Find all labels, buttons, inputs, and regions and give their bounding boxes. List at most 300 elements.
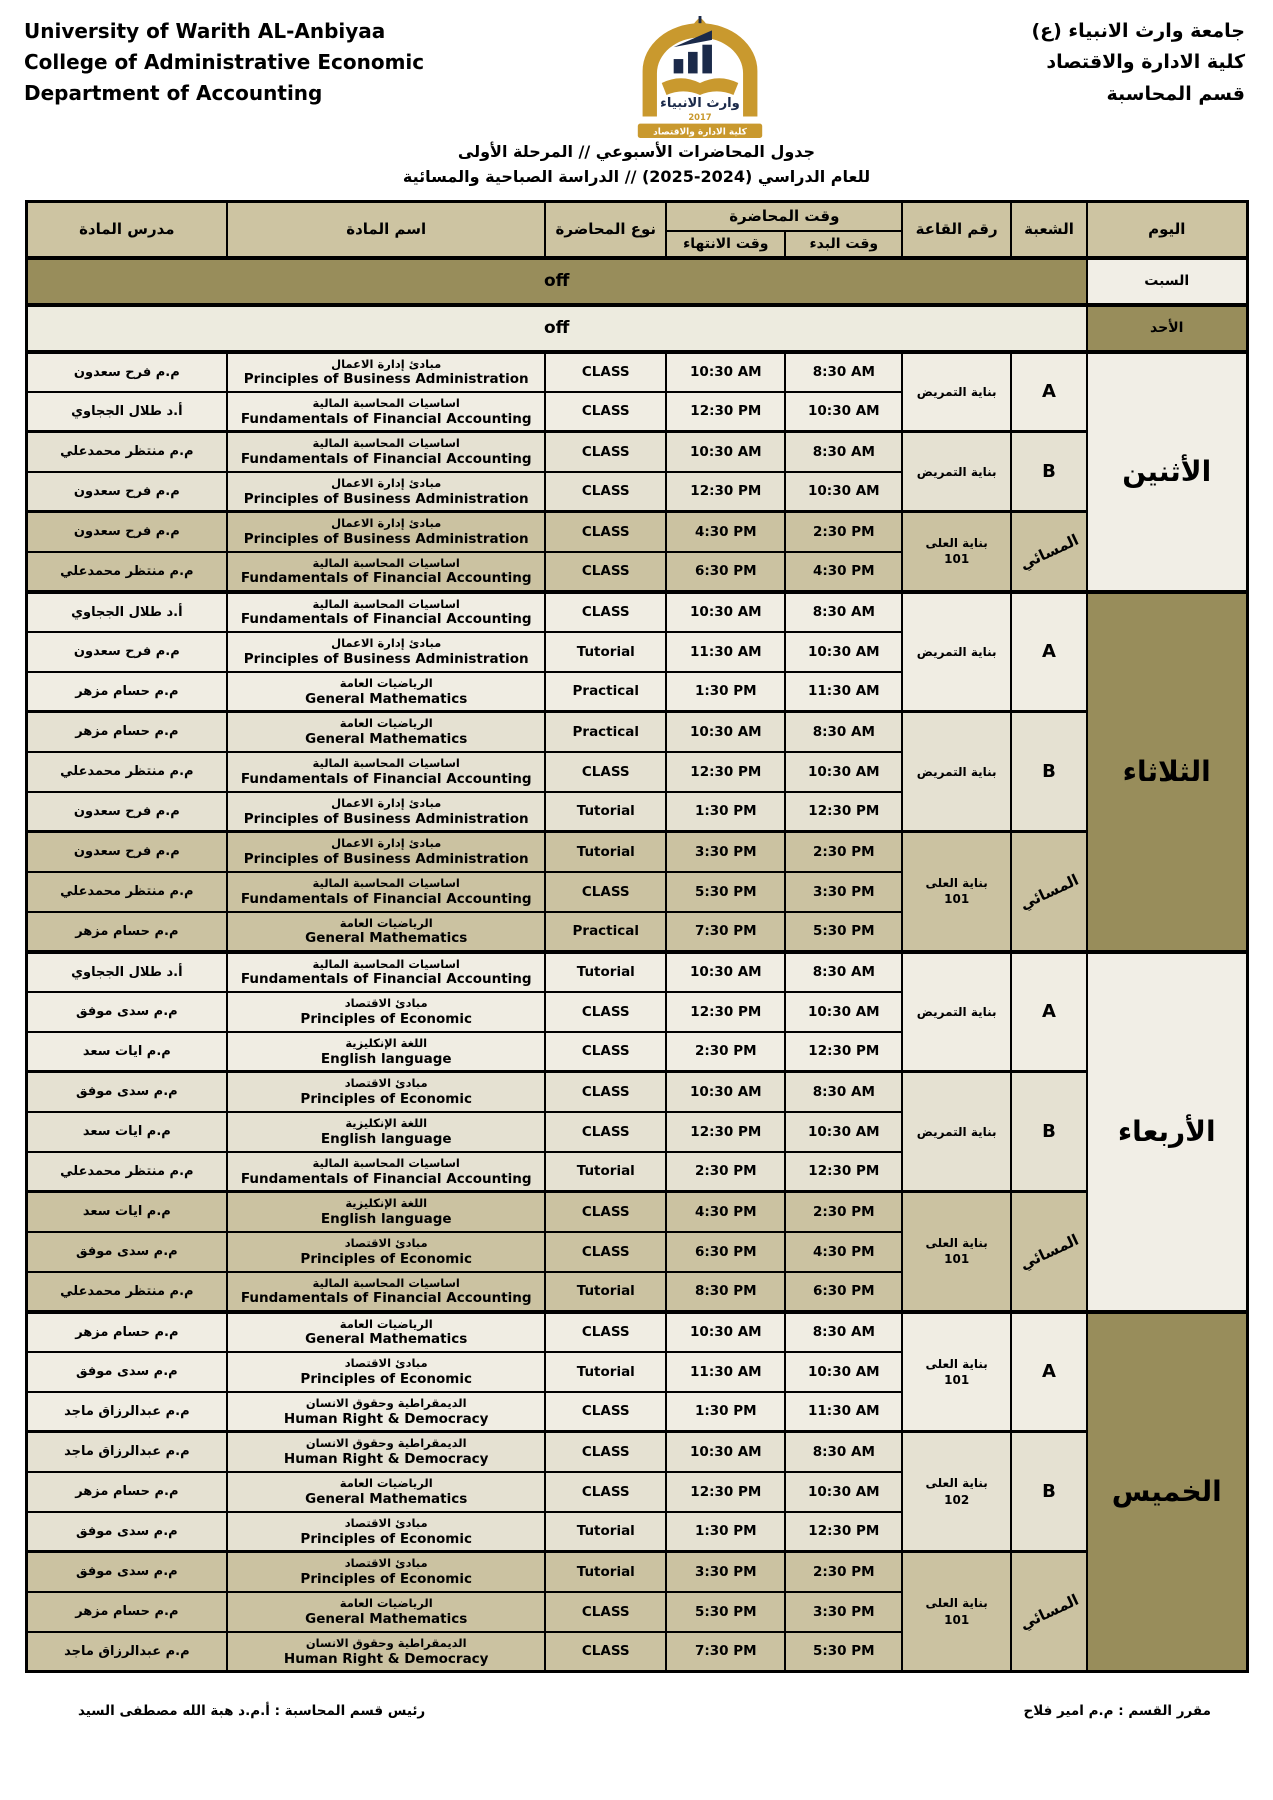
subject-name-english: Principles of Business Administration [243, 810, 529, 827]
section-label: المسائي [1016, 530, 1082, 574]
end-time-cell: 8:30 PM [666, 1272, 785, 1312]
subject-cell [227, 912, 545, 952]
subject-cell [227, 832, 545, 872]
teacher-cell: م.م عبدالرزاق ماجد [26, 1432, 227, 1472]
subject-cell [227, 592, 545, 632]
subject-cell [227, 1312, 545, 1352]
room-number: 101 [944, 1252, 970, 1267]
subject-cell [227, 792, 545, 832]
subject-name-english: Principles of Economic [300, 1250, 472, 1267]
teacher-cell: م.م فرح سعدون [26, 832, 227, 872]
subject-name-english: Fundamentals of Financial Accounting [240, 410, 532, 427]
subject-name-arabic: اساسيات المحاسبة المالية [312, 1275, 460, 1290]
schedule-row [26, 512, 1247, 552]
subject-cell [227, 352, 545, 392]
subject-name-arabic: مبادئ الاقتصاد [344, 1515, 428, 1530]
timetable-body [26, 258, 1247, 1672]
end-time-cell: 10:30 AM [666, 1312, 785, 1352]
room-number: 101 [944, 1372, 970, 1387]
teacher-cell: م.م حسام مزهر [26, 1312, 227, 1352]
subject-name-arabic: اساسيات المحاسبة المالية [312, 876, 460, 891]
end-time-cell: 10:30 AM [666, 712, 785, 752]
subject-cell [227, 1192, 545, 1232]
end-time-cell: 10:30 AM [666, 952, 785, 992]
weekly-timetable [25, 200, 1249, 1674]
subject-name-arabic: الرياضيات العامة [339, 675, 433, 690]
lecture-type-cell: Tutorial [545, 1272, 666, 1312]
subject-name-arabic: مبادئ إدارة الاعمال [331, 516, 442, 531]
subject-name-arabic: مبادئ الاقتصاد [344, 1356, 428, 1371]
section-label: المسائي [1016, 1230, 1082, 1274]
end-time-cell: 7:30 PM [666, 1632, 785, 1672]
subject-cell [227, 1032, 545, 1072]
lecture-type-cell: Practical [545, 712, 666, 752]
end-time-cell: 1:30 PM [666, 1392, 785, 1432]
timetable-header [26, 201, 1247, 258]
subject-cell [227, 872, 545, 912]
subject-name-arabic: الرياضيات العامة [339, 915, 433, 930]
end-time-cell: 12:30 PM [666, 752, 785, 792]
start-time-cell: 8:30 AM [785, 1072, 902, 1112]
subject-cell [227, 1592, 545, 1632]
teacher-cell: م.م منتظر محمدعلي [26, 872, 227, 912]
teacher-cell: م.م سدى موفق [26, 1232, 227, 1272]
end-time-cell: 11:30 AM [666, 1352, 785, 1392]
room-number: 102 [944, 1492, 970, 1507]
subject-name-arabic: اساسيات المحاسبة المالية [312, 436, 460, 451]
subject-name-english: General Mathematics [305, 930, 468, 947]
subject-name-arabic: مبادئ الاقتصاد [344, 1236, 428, 1251]
schedule-row [26, 1552, 1247, 1592]
off-cell: off [26, 258, 1087, 305]
subject-cell [227, 992, 545, 1032]
subject-name-arabic: الرياضيات العامة [339, 1316, 433, 1331]
subject-cell [227, 512, 545, 552]
teacher-cell: م.م فرح سعدون [26, 792, 227, 832]
start-time-cell: 10:30 AM [785, 632, 902, 672]
room-cell [902, 352, 1011, 432]
teacher-cell: أ.د طلال الججاوي [26, 392, 227, 432]
end-time-cell: 12:30 PM [666, 392, 785, 432]
section-cell [1011, 1312, 1087, 1432]
off-day-row [26, 258, 1247, 305]
room-cell [902, 592, 1011, 712]
header-lecture-time: وقت المحاضرة [666, 201, 902, 231]
section-label: A [1042, 1001, 1056, 1023]
start-time-cell: 8:30 AM [785, 592, 902, 632]
day-cell: الخميس [1087, 1312, 1247, 1672]
room-cell [902, 1312, 1011, 1432]
header-end-time: وقت الانتهاء [666, 231, 785, 258]
subject-name-english: Fundamentals of Financial Accounting [240, 451, 532, 468]
start-time-cell: 12:30 PM [785, 1512, 902, 1552]
lecture-type-cell: Practical [545, 912, 666, 952]
subject-name-arabic: الديمقراطية وحقوق الانسان [305, 1395, 467, 1410]
off-day-row [26, 305, 1247, 352]
lecture-type-cell: Tutorial [545, 1352, 666, 1392]
subject-name-english: Fundamentals of Financial Accounting [240, 1290, 532, 1307]
subject-name-arabic: اساسيات المحاسبة المالية [312, 756, 460, 771]
start-time-cell: 4:30 PM [785, 552, 902, 592]
lecture-type-cell: CLASS [545, 352, 666, 392]
day-cell: الأحد [1087, 305, 1247, 352]
section-cell [1011, 1432, 1087, 1552]
subject-name-english: Fundamentals of Financial Accounting [240, 890, 532, 907]
lecture-type-cell: CLASS [545, 1472, 666, 1512]
subject-name-english: Fundamentals of Financial Accounting [240, 770, 532, 787]
subject-name-arabic: الرياضيات العامة [339, 716, 433, 731]
teacher-cell: م.م سدى موفق [26, 1072, 227, 1112]
end-time-cell: 10:30 AM [666, 1432, 785, 1472]
room-name: بناية العلى [925, 1476, 988, 1491]
end-time-cell: 6:30 PM [666, 552, 785, 592]
subject-name-english: Fundamentals of Financial Accounting [240, 570, 532, 587]
teacher-cell: م.م ايات سعد [26, 1112, 227, 1152]
end-time-cell: 12:30 PM [666, 472, 785, 512]
subject-cell [227, 432, 545, 472]
start-time-cell: 2:30 PM [785, 1192, 902, 1232]
header-day: اليوم [1087, 201, 1247, 258]
start-time-cell: 8:30 AM [785, 432, 902, 472]
subject-name-english: Principles of Business Administration [243, 650, 529, 667]
lecture-type-cell: Tutorial [545, 1552, 666, 1592]
schedule-title-line1: جدول المحاضرات الأسبوعي // المرحلة الأولى [457, 142, 816, 161]
teacher-cell: م.م حسام مزهر [26, 1592, 227, 1632]
end-time-cell: 5:30 PM [666, 872, 785, 912]
subject-name-english: English language [320, 1130, 452, 1147]
end-time-cell: 1:30 PM [666, 1512, 785, 1552]
section-cell [1011, 512, 1087, 592]
header-subject: اسم المادة [227, 201, 545, 258]
section-cell [1011, 1552, 1087, 1672]
header-teacher: مدرس المادة [26, 201, 227, 258]
start-time-cell: 6:30 PM [785, 1272, 902, 1312]
subject-name-english: English language [320, 1050, 452, 1067]
teacher-cell: م.م منتظر محمدعلي [26, 1152, 227, 1192]
schedule-row [26, 1312, 1247, 1352]
section-label: B [1042, 461, 1056, 483]
header-lecture-type: نوع المحاضرة [545, 201, 666, 258]
subject-name-english: Principles of Business Administration [243, 490, 529, 507]
start-time-cell: 3:30 PM [785, 872, 902, 912]
section-label: A [1042, 381, 1056, 403]
subject-cell [227, 552, 545, 592]
university-logo-icon [625, 16, 775, 138]
subject-cell [227, 1392, 545, 1432]
subject-name-english: Fundamentals of Financial Accounting [240, 1170, 532, 1187]
teacher-cell: أ.د طلال الججاوي [26, 952, 227, 992]
university-name-en-line: University of Warith AL-Anbiyaa [24, 19, 386, 43]
room-name: بناية التمريض [916, 1124, 997, 1139]
lecture-type-cell: CLASS [545, 1312, 666, 1352]
subject-name-arabic: الديمقراطية وحقوق الانسان [305, 1635, 467, 1650]
teacher-cell: م.م منتظر محمدعلي [26, 752, 227, 792]
lecture-type-cell: CLASS [545, 392, 666, 432]
section-label: A [1042, 641, 1056, 663]
room-number: 101 [944, 892, 970, 907]
start-time-cell: 10:30 AM [785, 1112, 902, 1152]
room-name: بناية العلى [925, 1596, 988, 1611]
subject-name-arabic: مبادئ إدارة الاعمال [331, 795, 442, 810]
lecture-type-cell: CLASS [545, 1392, 666, 1432]
start-time-cell: 5:30 PM [785, 912, 902, 952]
teacher-cell: م.م منتظر محمدعلي [26, 552, 227, 592]
lecture-type-cell: CLASS [545, 552, 666, 592]
teacher-cell: م.م حسام مزهر [26, 672, 227, 712]
subject-cell [227, 1272, 545, 1312]
section-cell [1011, 1072, 1087, 1192]
section-cell [1011, 352, 1087, 432]
end-time-cell: 3:30 PM [666, 832, 785, 872]
day-cell: الأثنين [1087, 352, 1247, 592]
subject-name-english: General Mathematics [305, 1331, 468, 1348]
subject-name-arabic: اساسيات المحاسبة المالية [312, 1155, 460, 1170]
header-start-time: وقت البدء [785, 231, 902, 258]
university-name-english [24, 16, 454, 109]
teacher-cell: م.م عبدالرزاق ماجد [26, 1632, 227, 1672]
schedule-row [26, 1192, 1247, 1232]
subject-name-english: General Mathematics [305, 731, 468, 748]
schedule-row [26, 832, 1247, 872]
lecture-type-cell: CLASS [545, 592, 666, 632]
room-cell [902, 1432, 1011, 1552]
start-time-cell: 10:30 AM [785, 472, 902, 512]
section-label: B [1042, 1481, 1056, 1503]
department-head: رئيس قسم المحاسبة : أ.م.د هبة الله مصطفى السيد [78, 1703, 426, 1720]
schedule-row [26, 592, 1247, 632]
schedule-title [0, 140, 1273, 190]
subject-cell [227, 1152, 545, 1192]
lecture-type-cell: Tutorial [545, 1152, 666, 1192]
subject-name-english: Human Right & Democracy [283, 1650, 489, 1667]
start-time-cell: 2:30 PM [785, 1552, 902, 1592]
end-time-cell: 7:30 PM [666, 912, 785, 952]
subject-name-arabic: الرياضيات العامة [339, 1476, 433, 1491]
lecture-type-cell: CLASS [545, 1072, 666, 1112]
room-cell [902, 1552, 1011, 1672]
subject-name-english: Principles of Economic [300, 1370, 472, 1387]
schedule-row [26, 1432, 1247, 1472]
subject-name-english: Principles of Business Administration [243, 371, 529, 388]
subject-name-arabic: اللغة الإنكليزية [345, 1196, 428, 1211]
end-time-cell: 5:30 PM [666, 1592, 785, 1632]
teacher-cell: م.م حسام مزهر [26, 712, 227, 752]
start-time-cell: 11:30 AM [785, 1392, 902, 1432]
subject-name-english: Principles of Economic [300, 1530, 472, 1547]
header-room: رقم القاعة [902, 201, 1011, 258]
room-name: بناية التمريض [916, 764, 997, 779]
subject-name-english: Human Right & Democracy [283, 1451, 489, 1468]
lecture-type-cell: CLASS [545, 992, 666, 1032]
end-time-cell: 10:30 AM [666, 352, 785, 392]
room-number: 101 [944, 1612, 970, 1627]
end-time-cell: 12:30 PM [666, 1472, 785, 1512]
subject-name-arabic: مبادئ إدارة الاعمال [331, 836, 442, 851]
subject-name-english: Principles of Business Administration [243, 851, 529, 868]
section-cell [1011, 432, 1087, 512]
schedule-title-line2: للعام الدراسي (2024-2025) // الدراسة الصباحية والمسائية [402, 166, 871, 186]
room-cell [902, 1072, 1011, 1192]
start-time-cell: 11:30 AM [785, 672, 902, 712]
lecture-type-cell: Tutorial [545, 1512, 666, 1552]
logo-name-arabic: وارث الانبياء [659, 95, 740, 111]
subject-name-arabic: اللغة الإنكليزية [345, 1116, 428, 1131]
teacher-cell: م.م سدى موفق [26, 1352, 227, 1392]
schedule-row [26, 952, 1247, 992]
section-cell [1011, 712, 1087, 832]
start-time-cell: 8:30 AM [785, 1432, 902, 1472]
off-cell: off [26, 305, 1087, 352]
room-number: 101 [944, 552, 970, 567]
end-time-cell: 2:30 PM [666, 1032, 785, 1072]
teacher-cell: م.م ايات سعد [26, 1192, 227, 1232]
teacher-cell: م.م منتظر محمدعلي [26, 432, 227, 472]
subject-name-english: English language [320, 1211, 452, 1228]
room-cell [902, 1192, 1011, 1312]
subject-cell [227, 1432, 545, 1472]
subject-name-english: Principles of Business Administration [243, 531, 529, 548]
subject-name-arabic: مبادئ إدارة الاعمال [331, 356, 442, 371]
room-name: بناية العلى [925, 1236, 988, 1251]
start-time-cell: 5:30 PM [785, 1632, 902, 1672]
subject-cell [227, 632, 545, 672]
page-footer [0, 1703, 1273, 1719]
subject-cell [227, 1352, 545, 1392]
subject-cell [227, 952, 545, 992]
section-label: B [1042, 761, 1056, 783]
end-time-cell: 1:30 PM [666, 672, 785, 712]
department-name-ar-line: قسم المحاسبة [1106, 82, 1245, 105]
room-cell [902, 712, 1011, 832]
section-cell [1011, 1192, 1087, 1312]
room-cell [902, 952, 1011, 1072]
lecture-type-cell: Tutorial [545, 792, 666, 832]
teacher-cell: م.م عبدالرزاق ماجد [26, 1392, 227, 1432]
teacher-cell: م.م سدى موفق [26, 1552, 227, 1592]
subject-cell [227, 392, 545, 432]
section-label: المسائي [1016, 870, 1082, 914]
lecture-type-cell: CLASS [545, 432, 666, 472]
lecture-type-cell: Tutorial [545, 632, 666, 672]
teacher-cell: أ.د طلال الججاوي [26, 592, 227, 632]
teacher-cell: م.م منتظر محمدعلي [26, 1272, 227, 1312]
start-time-cell: 2:30 PM [785, 832, 902, 872]
subject-name-english: General Mathematics [305, 1610, 468, 1627]
subject-cell [227, 472, 545, 512]
schedule-row [26, 352, 1247, 392]
end-time-cell: 4:30 PM [666, 1192, 785, 1232]
subject-cell [227, 752, 545, 792]
section-cell [1011, 592, 1087, 712]
subject-cell [227, 1472, 545, 1512]
room-cell [902, 512, 1011, 592]
subject-name-english: General Mathematics [305, 1490, 468, 1507]
university-name-ar-line: جامعة وارث الانبياء (ع) [1031, 20, 1245, 42]
end-time-cell: 10:30 AM [666, 1072, 785, 1112]
subject-cell [227, 1632, 545, 1672]
subject-name-arabic: اساسيات المحاسبة المالية [312, 956, 460, 971]
end-time-cell: 4:30 PM [666, 512, 785, 552]
section-label: A [1042, 1361, 1056, 1383]
room-name: بناية العلى [925, 536, 988, 551]
subject-cell [227, 712, 545, 752]
lecture-type-cell: CLASS [545, 1032, 666, 1072]
start-time-cell: 3:30 PM [785, 1592, 902, 1632]
day-cell: الأربعاء [1087, 952, 1247, 1312]
teacher-cell: م.م سدى موفق [26, 992, 227, 1032]
end-time-cell: 2:30 PM [666, 1152, 785, 1192]
page-header [0, 0, 1273, 138]
room-name: بناية العلى [925, 1356, 988, 1371]
subject-name-arabic: مبادئ الاقتصاد [344, 1556, 428, 1571]
lecture-type-cell: CLASS [545, 472, 666, 512]
lecture-type-cell: CLASS [545, 872, 666, 912]
department-coordinator: مقرر القسم : م.م امير فلاح [1023, 1703, 1211, 1720]
day-cell: الثلاثاء [1087, 592, 1247, 952]
lecture-type-cell: CLASS [545, 1192, 666, 1232]
start-time-cell: 10:30 AM [785, 1352, 902, 1392]
logo-container [605, 16, 795, 138]
college-name-en-line: College of Administrative Economic [24, 50, 425, 74]
subject-name-english: Principles of Economic [300, 1571, 472, 1588]
end-time-cell: 11:30 AM [666, 632, 785, 672]
room-name: بناية العلى [925, 876, 988, 891]
teacher-cell: م.م فرح سعدون [26, 472, 227, 512]
logo-year: 2017 [687, 112, 712, 123]
subject-cell [227, 1232, 545, 1272]
subject-name-english: Principles of Economic [300, 1010, 472, 1027]
header-section: الشعبة [1011, 201, 1087, 258]
start-time-cell: 8:30 AM [785, 952, 902, 992]
lecture-type-cell: CLASS [545, 1432, 666, 1472]
lecture-type-cell: CLASS [545, 1632, 666, 1672]
room-name: بناية التمريض [916, 644, 997, 659]
teacher-cell: م.م ايات سعد [26, 1032, 227, 1072]
subject-name-english: Principles of Economic [300, 1091, 472, 1108]
schedule-row [26, 432, 1247, 472]
lecture-type-cell: CLASS [545, 512, 666, 552]
schedule-row [26, 1072, 1247, 1112]
subject-cell [227, 672, 545, 712]
teacher-cell: م.م حسام مزهر [26, 1472, 227, 1512]
subject-cell [227, 1512, 545, 1552]
end-time-cell: 3:30 PM [666, 1552, 785, 1592]
subject-name-arabic: الديمقراطية وحقوق الانسان [305, 1436, 467, 1451]
start-time-cell: 4:30 PM [785, 1232, 902, 1272]
end-time-cell: 12:30 PM [666, 1112, 785, 1152]
start-time-cell: 8:30 AM [785, 352, 902, 392]
room-name: بناية التمريض [916, 464, 997, 479]
section-cell [1011, 952, 1087, 1072]
lecture-type-cell: CLASS [545, 752, 666, 792]
start-time-cell: 10:30 AM [785, 992, 902, 1032]
subject-cell [227, 1112, 545, 1152]
lecture-type-cell: Tutorial [545, 832, 666, 872]
section-cell [1011, 832, 1087, 952]
end-time-cell: 10:30 AM [666, 432, 785, 472]
end-time-cell: 10:30 AM [666, 592, 785, 632]
college-name-ar-line: كلية الادارة والاقتصاد [1046, 51, 1245, 74]
room-name: بناية التمريض [916, 384, 997, 399]
subject-name-english: Fundamentals of Financial Accounting [240, 971, 532, 988]
subject-name-arabic: اساسيات المحاسبة المالية [312, 596, 460, 611]
subject-cell [227, 1552, 545, 1592]
subject-name-english: General Mathematics [305, 690, 468, 707]
day-cell: السبت [1087, 258, 1247, 305]
subject-name-arabic: مبادئ إدارة الاعمال [331, 475, 442, 490]
department-name-en-line: Department of Accounting [24, 81, 323, 105]
lecture-type-cell: Tutorial [545, 952, 666, 992]
